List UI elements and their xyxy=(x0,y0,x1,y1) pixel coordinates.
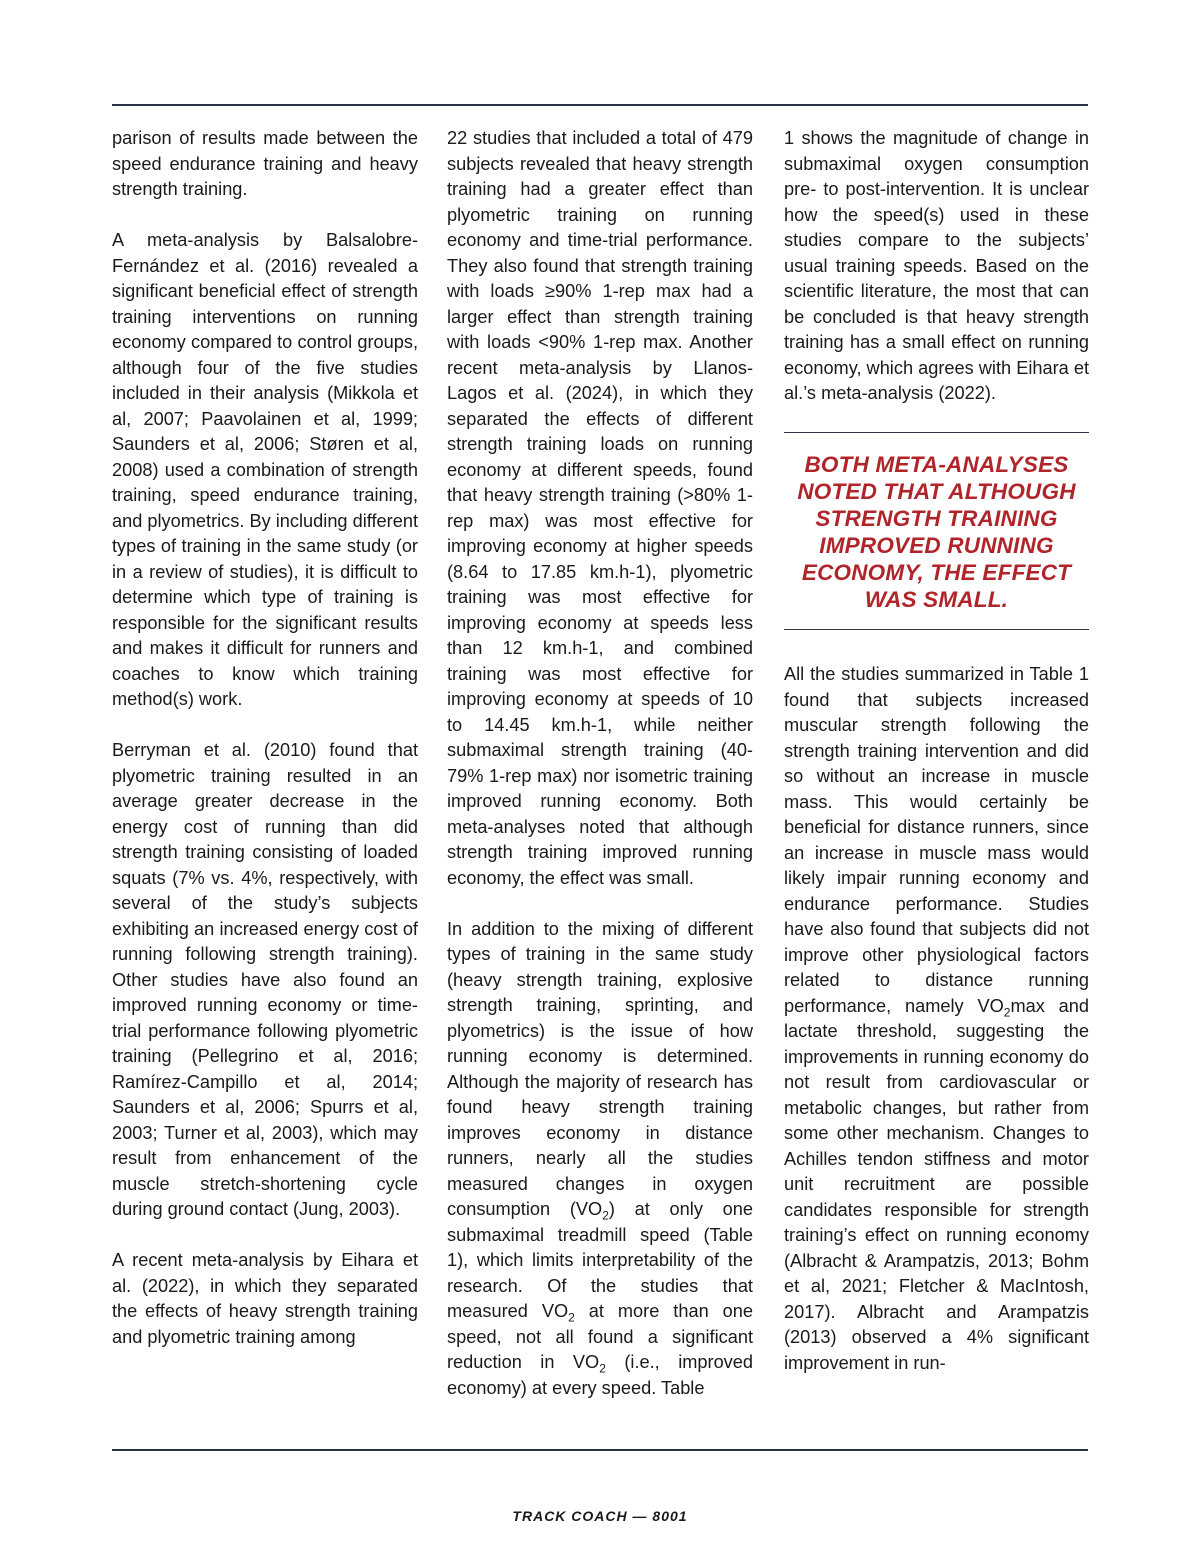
subscript: 2 xyxy=(1003,1005,1011,1020)
pull-quote-block xyxy=(784,432,1089,630)
column-1 xyxy=(112,126,418,1350)
text-run: (i.e., improved economy) at every speed. Table xyxy=(447,1352,754,1398)
bottom-rule xyxy=(112,1449,1088,1451)
paragraph: A meta-analysis by Balsalobre-Fernández et al. (2016) revealed a significant beneficial effect of strength training interventions on running economy compared to control groups, although four of the five studies included in their analysis (Mikkola et al, 2007; Paavolainen et al, 1999; Saunders et al, 2006; Støren et al, 2008) used a combination of strength training, speed endurance training, and plyometrics. By including different types of training in the same study (or in a review of studies), it is difficult to determine which type of training is responsible for the significant results and makes it difficult for runners and coaches to know which training method(s) work. xyxy=(112,230,418,709)
paragraph: 22 studies that included a total of 479 subjects revealed that heavy strength training had a greater effect than plyometric training on running economy and time-trial performance. They also found that strength training with loads ≥90% 1-rep max had a larger effect than strength training with loads <90% 1-rep max. Another recent meta-analysis by Llanos-Lagos et al. (2024), in which they separated the effects of different strength training loads on running economy at different speeds, found that heavy strength training (>80% 1-rep max) was most effective for improving economy at higher speeds (8.64 to 17.85 km.h-1), plyometric training was most effective for improving economy at speeds less than 12 km.h-1, and combined training was most effective for improving economy at speeds of 10 to 14.45 km.h-1, while neither submaximal strength training (40-79% 1-rep max) nor isometric training improved running economy. Both meta-analyses noted that although strength training improved running economy, the effect was small. xyxy=(447,128,753,888)
page-footer: TRACK COACH — 8001 xyxy=(512,1508,688,1524)
text-run: max and lactate threshold, suggesting the improvements in running economy do not result from cardiovascular or metabolic changes, but rather from some other mechanism. Changes to Achilles tendon stiffness and motor unit recruitment are possible candidates responsible for strength training’s effect on running economy (Albracht & Arampatzis, 2013; Bohm et al, 2021; Fletcher & MacIntosh, 2017). Albracht and Arampatzis (2013) observed a 4% significant improvement in run- xyxy=(784,995,1090,1373)
top-rule xyxy=(112,104,1088,106)
paragraph: A recent meta-analysis by Eihara et al. (2022), in which they separated the effects of heavy strength training and plyometric training among xyxy=(112,1250,418,1347)
paragraph: 1 shows the magnitude of change in submaximal oxygen consumption pre- to post-intervention. It is unclear how the speed(s) used in these studies compare to the subjects’ usual training speeds. Based on the scientific literature, the most that can be concluded is that heavy strength training has a small effect on running economy, which agrees with Eihara et al.’s meta-analysis (2022). xyxy=(784,128,1089,403)
paragraph xyxy=(447,917,753,1402)
subscript: 2 xyxy=(568,1310,575,1325)
paragraph: Berryman et al. (2010) found that plyometric training resulted in an average greater decrease in the energy cost of running than did strength training consisting of loaded squats (7% vs. 4%, respectively, with several of the study’s subjects exhibiting an increased energy cost of running following strength training). Other studies have also found an improved running economy or time-trial performance following plyometric training (Pellegrino et al, 2016; Ramírez-Campillo et al, 2014; Saunders et al, 2006; Spurrs et al, 2003; Turner et al, 2003), which may result from enhancement of the muscle stretch-shortening cycle during ground contact (Jung, 2003). xyxy=(112,740,418,1219)
text-run: ) at only one submaximal treadmill speed (Table 1), which limits interpretability of the research. Of the studies that measured VO xyxy=(447,1199,753,1321)
text-run: at more than one speed, not all found a significant reduction in VO xyxy=(447,1301,753,1372)
subscript: 2 xyxy=(599,1361,606,1376)
pull-quote-rule-bottom xyxy=(784,629,1089,630)
column-3 xyxy=(784,126,1089,1376)
subscript: 2 xyxy=(602,1208,609,1223)
paragraph: parison of results made between the speed endurance training and heavy strength training. xyxy=(112,128,418,199)
text-run: In addition to the mixing of different types of training in the same study (heavy strength training, explosive strength training, sprinting, and plyometrics) is the issue of how running economy is determined. Although the majority of research has found heavy strength training improves economy in distance runners, nearly all the studies measured changes in oxygen consumption (VO xyxy=(447,918,753,1219)
column-2 xyxy=(447,126,753,1401)
text-run: All the studies summarized in Table 1 found that subjects increased muscular strength following the strength training intervention and did so without an increase in muscle mass. This would certainly be beneficial for distance runners, since an increase in muscle mass would likely impair running economy and endurance performance. Studies have also found that subjects did not improve other physiological factors related to distance running performance, namely VO xyxy=(784,664,1089,1016)
paragraph xyxy=(784,662,1089,1376)
pull-quote: BOTH META-ANALYSES NOTED THAT ALTHOUGH STRENGTH TRAINING IMPROVED RUNNING ECONOMY, THE EFFECT WAS SMALL. xyxy=(797,452,1076,612)
